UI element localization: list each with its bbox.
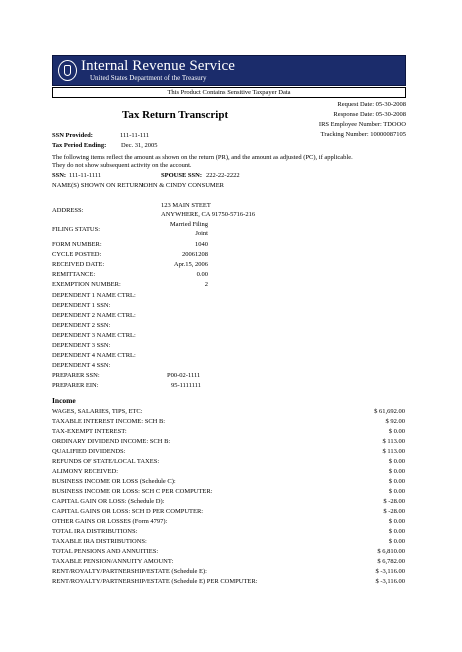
filing-status-value-2: Joint — [195, 230, 208, 237]
income-row-label: TOTAL IRA DISTRIBUTIONS: — [52, 528, 138, 535]
preparer-ein-value: 95-1111111 — [171, 382, 201, 389]
income-row-label: TAX-EXEMPT INTEREST: — [52, 428, 127, 435]
income-row-label: RENT/ROYALTY/PARTNERSHIP/ESTATE (Schedule E): — [52, 568, 207, 575]
income-row-label: ALIMONY RECEIVED: — [52, 468, 119, 475]
address-label: ADDRESS: — [52, 207, 84, 214]
received-date-value: Apr.15, 2006 — [173, 261, 208, 268]
income-row-label: RENT/ROYALTY/PARTNERSHIP/ESTATE (Schedule E) PER COMPUTER: — [52, 578, 258, 585]
address-line-2: ANYWHERE, CA 91750-5716-216 — [161, 211, 256, 218]
preparer-ein-label: PREPARER EIN: — [52, 382, 99, 389]
filing-status-label: FILING STATUS: — [52, 226, 101, 233]
income-heading: Income — [52, 396, 76, 405]
dependent-2-ssn-label: DEPENDENT 2 SSN: — [52, 322, 111, 329]
income-row-label: REFUNDS OF STATE/LOCAL TAXES: — [52, 458, 160, 465]
income-row-label: WAGES, SALARIES, TIPS, ETC: — [52, 408, 143, 415]
ssn-label: SSN: — [52, 172, 67, 179]
form-number-value: 1040 — [195, 241, 208, 248]
income-row-amount: $ 0.00 — [388, 518, 405, 525]
income-row-label: QUALIFIED DIVIDENDS: — [52, 448, 126, 455]
dependent-4-ssn-label: DEPENDENT 4 SSN: — [52, 362, 111, 369]
income-row-amount: $ 0.00 — [388, 428, 405, 435]
request-date: Request Date: 05-30-2008 — [337, 101, 406, 108]
names-label: NAME(S) SHOWN ON RETURN: — [52, 182, 145, 189]
agency-name: Internal Revenue Service — [81, 58, 235, 74]
income-row-amount: $ -3,116.00 — [375, 568, 405, 575]
income-row-label: CAPITAL GAIN OR LOSS: (Schedule D): — [52, 498, 165, 505]
income-row-amount: $ 113.00 — [382, 448, 405, 455]
preparer-ssn-value: P00-02-1111 — [167, 372, 201, 379]
page-title: Tax Return Transcript — [122, 109, 229, 121]
dependent-3-ssn-label: DEPENDENT 3 SSN: — [52, 342, 111, 349]
income-row-label: TAXABLE PENSION/ANNUITY AMOUNT: — [52, 558, 174, 565]
ssn-provided-value: 111-11-111 — [120, 132, 150, 139]
income-row-amount: $ 0.00 — [388, 478, 405, 485]
income-row-label: OTHER GAINS OR LOSSES (Form 4797): — [52, 518, 168, 525]
cycle-posted-value: 20061208 — [182, 251, 208, 258]
income-row-amount: $ 6,810.00 — [377, 548, 405, 555]
income-row-label: BUSINESS INCOME OR LOSS (Schedule C): — [52, 478, 176, 485]
ssn-provided-label: SSN Provided: — [52, 132, 93, 139]
dependent-2-name-label: DEPENDENT 2 NAME CTRL: — [52, 312, 136, 319]
response-date: Response Date: 05-30-2008 — [333, 111, 406, 118]
income-row-amount: $ 92.00 — [385, 418, 405, 425]
explanation-line-1: The following items reflect the amount as shown on the return (PR), and the amount as adjusted (PC), if applicable. — [52, 154, 353, 161]
income-row-label: CAPITAL GAINS OR LOSS: SCH D PER COMPUTER: — [52, 508, 204, 515]
income-row-amount: $ 0.00 — [388, 488, 405, 495]
exemption-number-value: 2 — [204, 281, 208, 288]
income-row-amount: $ -3,116.00 — [375, 578, 405, 585]
income-row-amount: $ -28.00 — [383, 508, 405, 515]
tracking-number: Tracking Number: 10000087105 — [320, 131, 406, 138]
irs-eagle-logo-icon — [58, 60, 77, 81]
income-row-amount: $ -28.00 — [383, 498, 405, 505]
explanation-line-2: They do not show subsequent activity on the account. — [52, 162, 192, 169]
income-row-amount: $ 6,782.00 — [377, 558, 405, 565]
income-row-label: TAXABLE INTEREST INCOME: SCH B: — [52, 418, 166, 425]
income-row-amount: $ 0.00 — [388, 458, 405, 465]
income-row-label: TAXABLE IRA DISTRIBUTIONS: — [52, 538, 147, 545]
received-date-label: RECEIVED DATE: — [52, 261, 105, 268]
income-row-label: BUSINESS INCOME OR LOSS: SCH C PER COMPUTER: — [52, 488, 213, 495]
remittance-label: REMITTANCE: — [52, 271, 96, 278]
spouse-ssn-label: SPOUSE SSN: — [161, 172, 202, 179]
department-name: United States Department of the Treasury — [90, 74, 207, 82]
dependent-4-name-label: DEPENDENT 4 NAME CTRL: — [52, 352, 136, 359]
dependent-1-name-label: DEPENDENT 1 NAME CTRL: — [52, 292, 136, 299]
address-line-1: 123 MAIN STEET — [161, 202, 211, 209]
tax-period-label: Tax Period Ending: — [52, 142, 107, 149]
income-row-amount: $ 61,692.00 — [374, 408, 405, 415]
spouse-ssn-value: 222-22-2222 — [206, 172, 240, 179]
income-row-amount: $ 0.00 — [388, 538, 405, 545]
preparer-ssn-label: PREPARER SSN: — [52, 372, 100, 379]
sensitive-data-notice: This Product Contains Sensitive Taxpayer Data — [52, 87, 406, 98]
income-row-label: TOTAL PENSIONS AND ANNUITIES: — [52, 548, 159, 555]
dependent-1-ssn-label: DEPENDENT 1 SSN: — [52, 302, 111, 309]
income-row-label: ORDINARY DIVIDEND INCOME: SCH B: — [52, 438, 171, 445]
dependent-3-name-label: DEPENDENT 3 NAME CTRL: — [52, 332, 136, 339]
exemption-number-label: EXEMPTION NUMBER: — [52, 281, 121, 288]
cycle-posted-label: CYCLE POSTED: — [52, 251, 102, 258]
form-number-label: FORM NUMBER: — [52, 241, 102, 248]
tax-period-value: Dec. 31, 2005 — [121, 142, 158, 149]
income-row-amount: $ 0.00 — [388, 468, 405, 475]
employee-number: IRS Employee Number: TDOOO — [318, 121, 406, 128]
ssn-value: 111-11-1111 — [69, 172, 102, 179]
income-row-amount: $ 0.00 — [388, 528, 405, 535]
income-row-amount: $ 113.00 — [382, 438, 405, 445]
irs-banner — [52, 55, 406, 86]
filing-status-value-1: Married Filing — [169, 221, 208, 228]
names-value: JOHN & CINDY CONSUMER — [141, 182, 225, 189]
remittance-value: 0.00 — [196, 271, 208, 278]
